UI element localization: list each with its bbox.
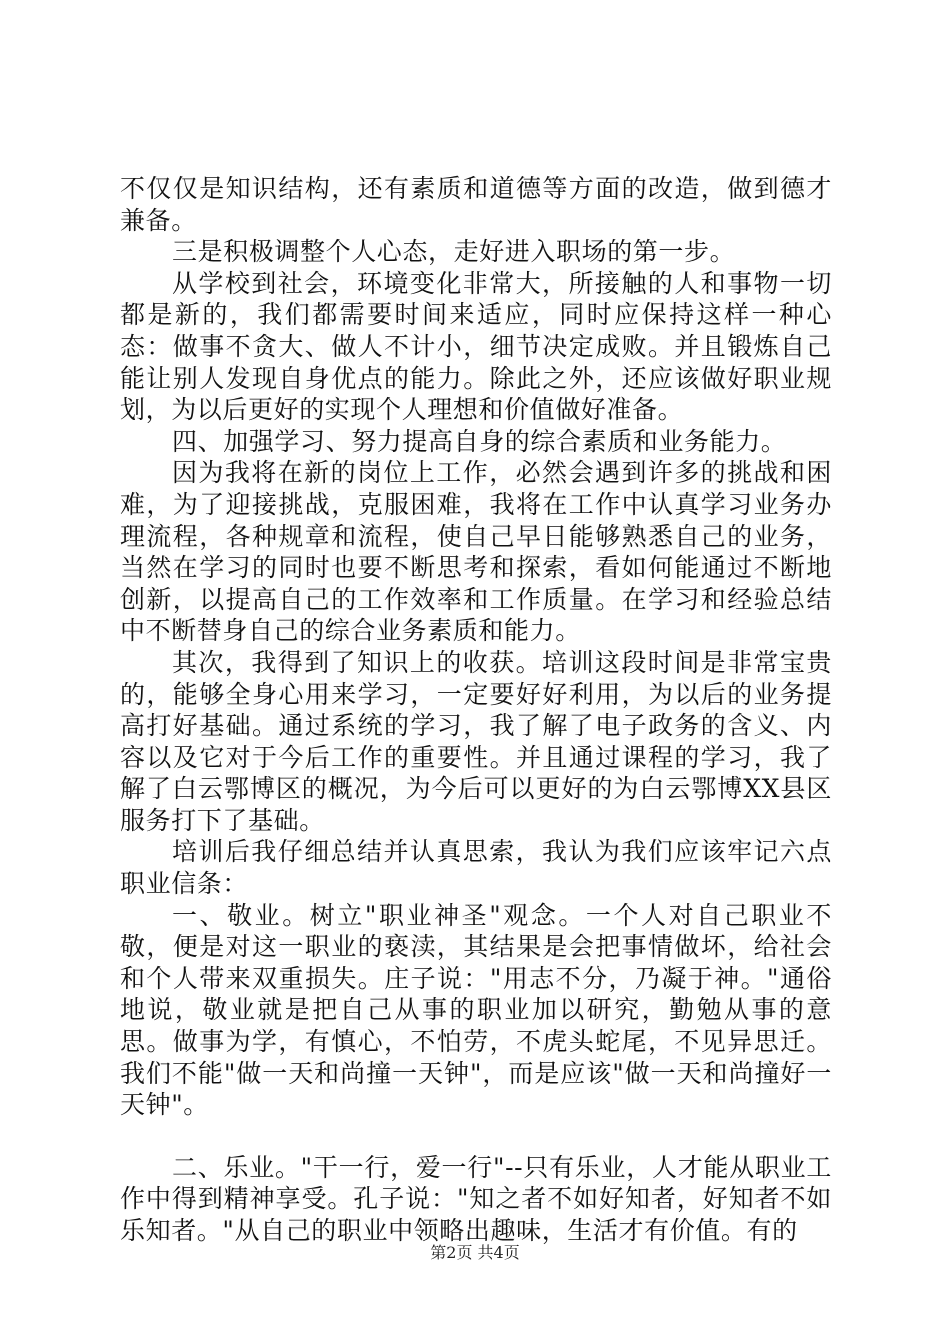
paragraph-8: 一、敬业。树立"职业神圣"观念。一个人对自己职业不敬，便是对这一职业的亵渎，其结果是会把事情做坏，给社会和个人带来双重损失。庄子说："用志不分，乃凝于神。"通俗地说，敬业就是把自己从事的职业加以研究，勤勉从事的意思。做事为学，有慎心，不怕劳，不虎头蛇尾，不见异思迁。我们不能"做一天和尚撞一天钟"，而是应该"做一天和尚撞好一天钟"。: [120, 900, 832, 1120]
paragraph-6: 其次，我得到了知识上的收获。培训这段时间是非常宝贵的，能够全身心用来学习，一定要好好利用，为以后的业务提高打好基础。通过系统的学习，我了解了电子政务的含义、内容以及它对于今后工作的重要性。并且通过课程的学习，我了解了白云鄂博区的概况，为今后可以更好的为白云鄂博XX县区服务打下了基础。: [120, 647, 832, 835]
paragraph-9: 二、乐业。"干一行，爱一行"--只有乐业，人才能从职业工作中得到精神享受。孔子说："知之者不如好知者，好知者不如乐知者。"从自己的职业中领略出趣味，生活才有价值。有的: [120, 1152, 832, 1245]
paragraph-4: 四、加强学习、努力提高自身的综合素质和业务能力。: [172, 426, 787, 456]
paragraph-1: 不仅仅是知识结构，还有素质和道德等方面的改造，做到德才兼备。: [120, 174, 832, 235]
page-number-footer: 第2页 共4页: [430, 1243, 520, 1262]
paragraph-7: 培训后我仔细总结并认真思索，我认为我们应该牢记六点职业信条：: [120, 837, 832, 899]
paragraph-5: 因为我将在新的岗位上工作，必然会遇到许多的挑战和困难，为了迎接挑战，克服困难，我将在工作中认真学习业务办理流程，各种规章和流程，使自己早日能够熟悉自己的业务，当然在学习的同时也要不断思考和探索，看如何能通过不断地创新，以提高自己的工作效率和工作质量。在学习和经验总结中不断替身自己的综合业务素质和能力。: [120, 458, 832, 646]
document-body: [120, 173, 832, 1247]
paragraph-spacer: [120, 1121, 832, 1152]
paragraph-2: 三是积极调整个人心态，走好进入职场的第一步。: [172, 237, 736, 267]
paragraph-3: 从学校到社会，环境变化非常大，所接触的人和事物一切都是新的，我们都需要时间来适应，同时应保持这样一种心态：做事不贪大、做人不计小，细节决定成败。并且锻炼自己能让别人发现自身优点的能力。除此之外，还应该做好职业规划，为以后更好的实现个人理想和价值做好准备。: [120, 268, 832, 425]
